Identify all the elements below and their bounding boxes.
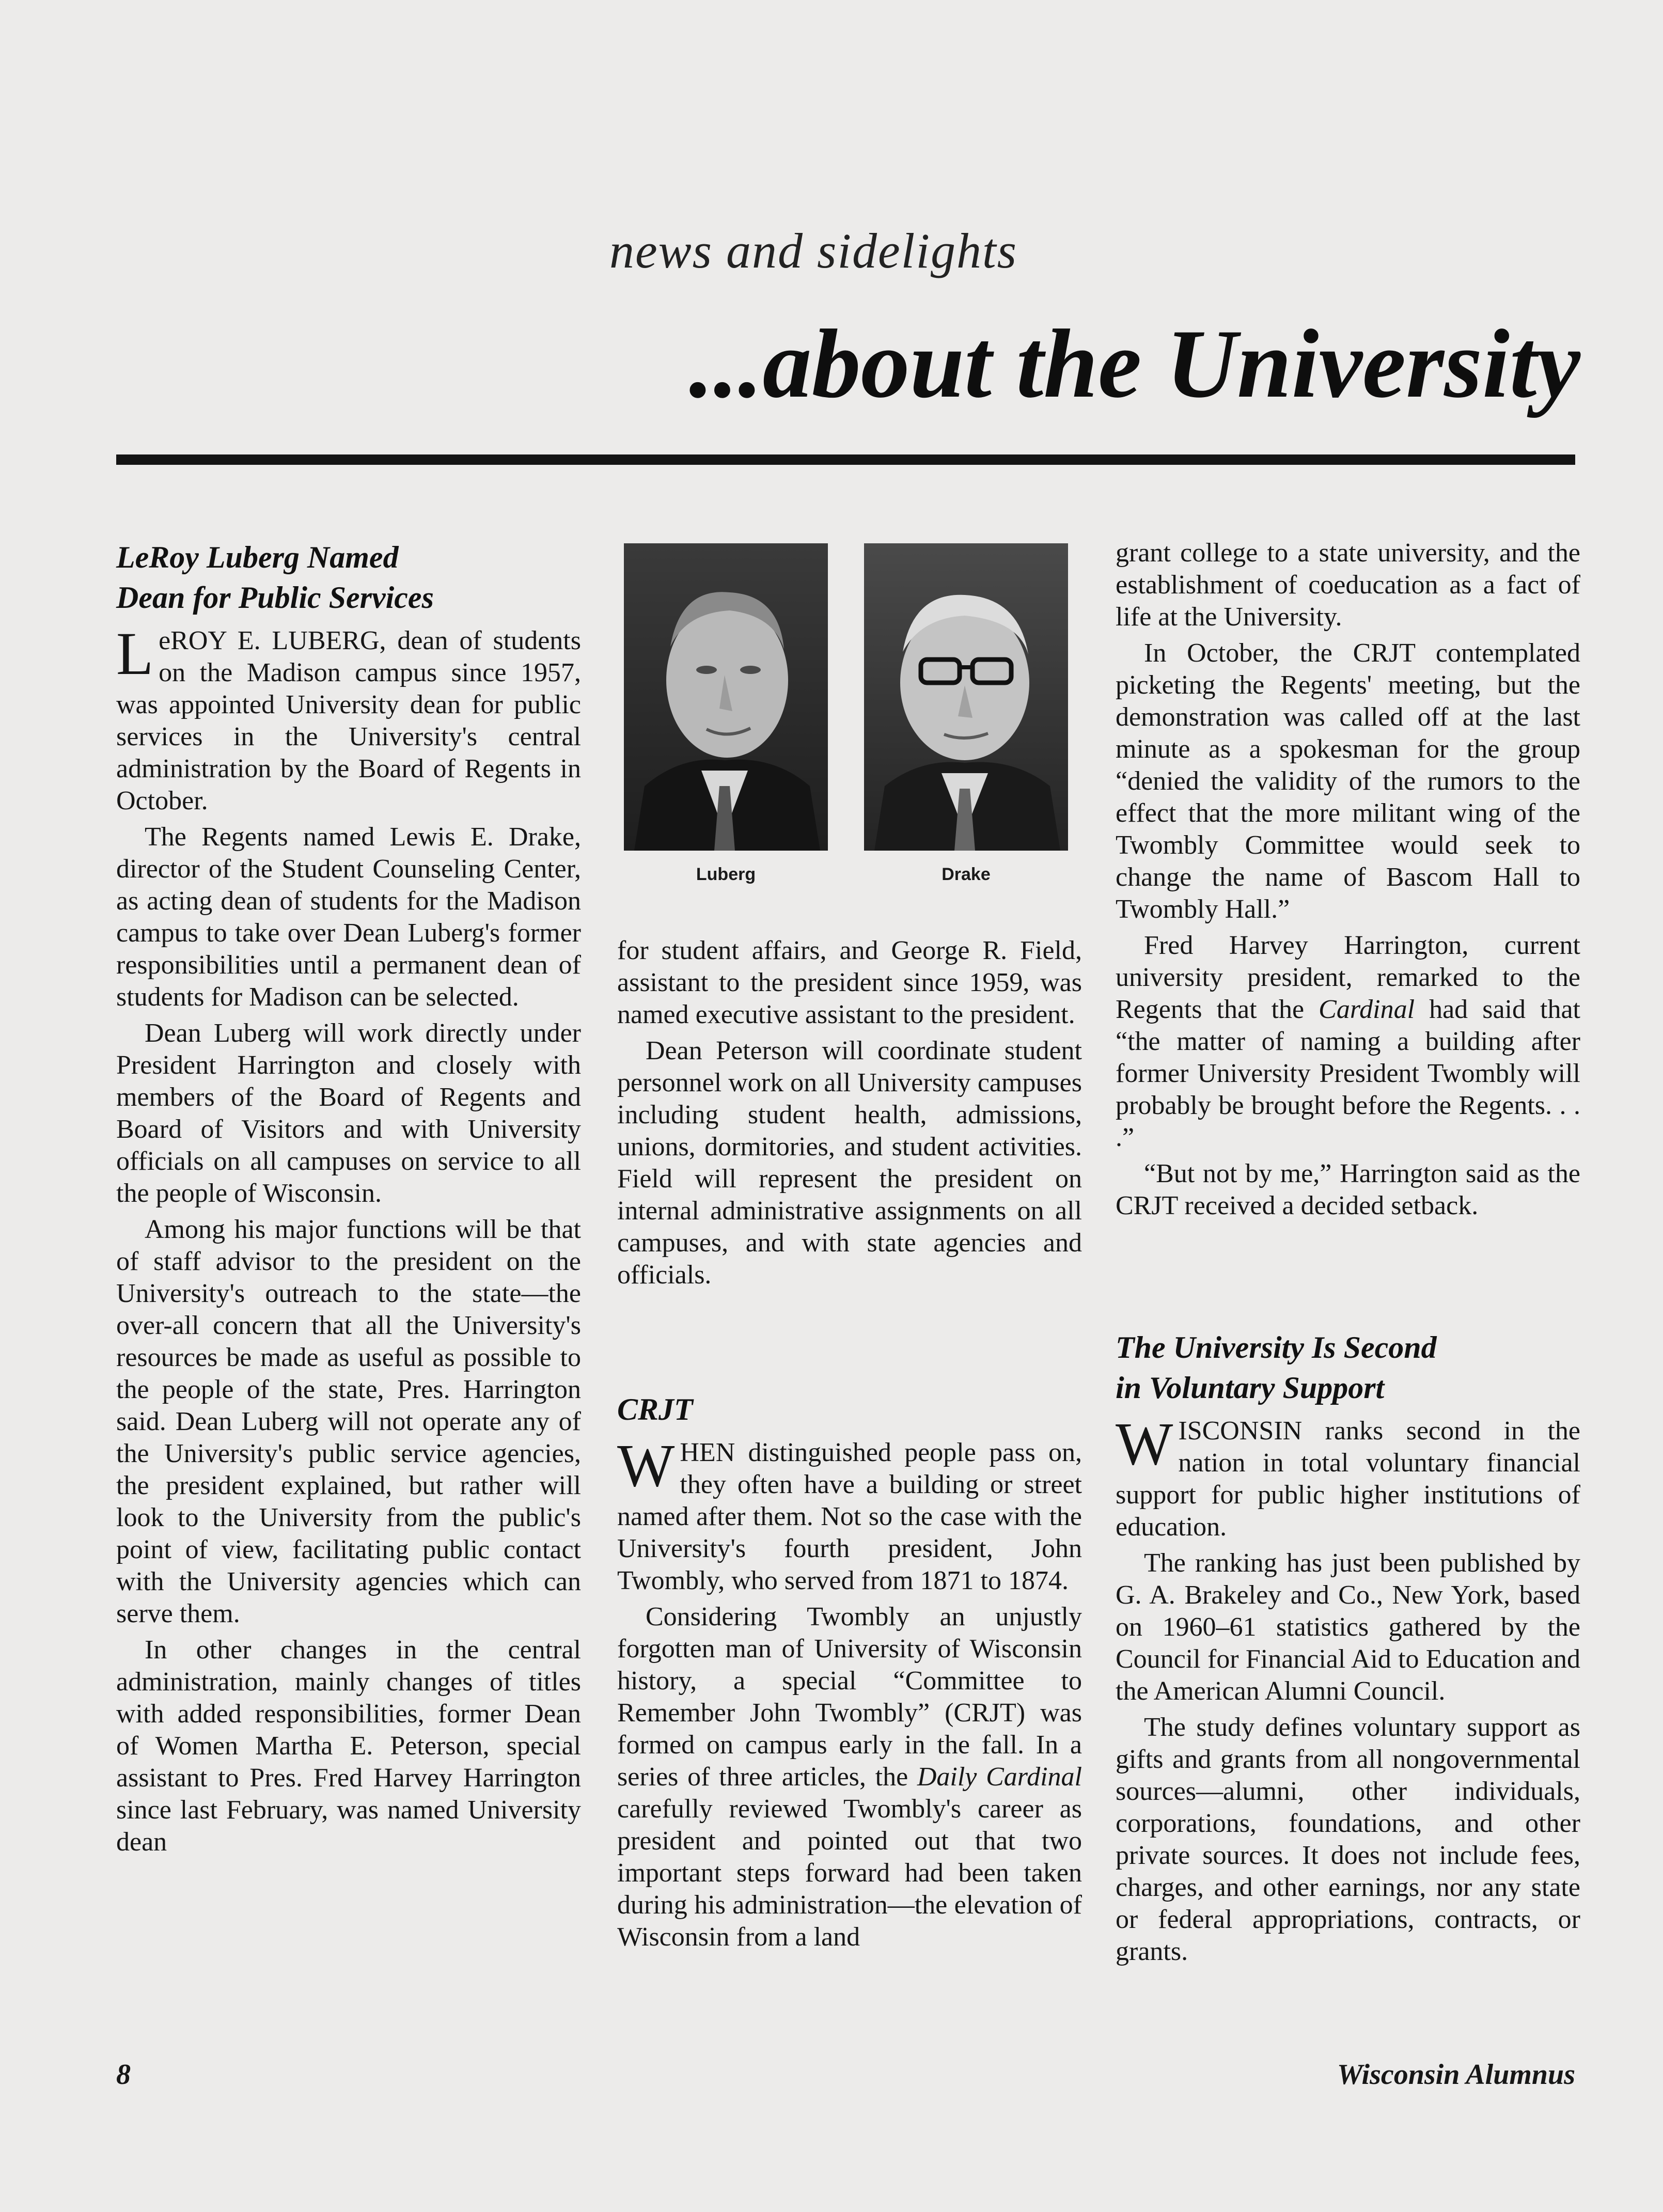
- support-paragraph-2: The ranking has just been published by G. A. Brakeley and Co., New York, based on 1960–61 statistics gathered by the Council for Financial Aid to Education and the American Alumni Council.: [1116, 1548, 1580, 1706]
- luberg-paragraph-1: LeROY E. LUBERG, dean of students on the Madison campus since 1957, was appointed University dean for public services in the University's central administration by the Board of Regents in October.: [116, 620, 581, 815]
- luberg-paragraph-3: Dean Luberg will work directly under President Harrington and closely with members of the Board of Regents and Board of Visitors and with University officials on all campuses on service to all the people of Wisconsin.: [116, 1018, 581, 1208]
- header-rule: [116, 454, 1575, 465]
- crjt-paragraph-3: grant college to a state university, and the establishment of coeducation as a fact of life at the University.: [1116, 538, 1580, 632]
- section-headline: ...about the University: [689, 310, 1580, 418]
- luberg-continued: [617, 935, 1082, 1295]
- support-paragraph-1: WISCONSIN ranks second in the nation in total voluntary financial support for public higher institutions of education.: [1116, 1410, 1580, 1542]
- crjt-paragraph-6: “But not by me,” Harrington said as the CRJT received a decided setback.: [1116, 1159, 1580, 1220]
- section-kicker: news and sidelights: [609, 223, 1018, 278]
- support-paragraph-3: The study defines voluntary support as gifts and grants from all nongovernmental sources—alumni, other individuals, corporations, foundations, and other private sources. It does not include fees, charges, and other earnings, nor any state or federal appropriations, contracts, or grants.: [1116, 1713, 1580, 1966]
- support-article-title: The University Is Second in Voluntary Support: [1116, 1330, 1437, 1405]
- support-article: [1116, 1327, 1580, 1972]
- luberg-paragraph-2: The Regents named Lewis E. Drake, director of the Student Counseling Center, as acting dean of students for the Madison campus to take over Dean Luberg's former responsibilities until a permanent dean of students for Madison can be selected.: [116, 822, 581, 1012]
- drake-portrait-photo: [864, 543, 1068, 851]
- portrait-photos: [624, 543, 1068, 884]
- crjt-paragraph-2: Considering Twombly an unjustly forgotten man of University of Wisconsin history, a special “Committee to Remember John Twombly” (CRJT) was formed on campus early in the fall. In a series of three articles, the Daily Cardinal carefully reviewed Twombly's career as president and pointed out that two important steps forward had been taken during his administration—the elevation of Wisconsin from a land: [617, 1602, 1082, 1952]
- luberg-paragraph-7: Dean Peterson will coordinate student personnel work on all University campuses including student health, admissions, unions, dormitories, and student activities. Field will represent the president on internal administrative assignments on all campuses, and with state agencies and officials.: [617, 1036, 1082, 1290]
- luberg-paragraph-4: Among his major functions will be that of staff advisor to the president on the University's outreach to the state—the over-all concern that all the University's resources be made as useful as possible to the people of the state, Pres. Harrington said. Dean Luberg will not operate any of the University's public service agencies, the president explained, but rather will look to the University from the public's point of view, facilitating public contact with the University agencies which can serve them.: [116, 1215, 581, 1628]
- luberg-photo-caption: Luberg: [696, 865, 756, 884]
- luberg-paragraph-5: In other changes in the central administration, mainly changes of titles with added responsibilities, former Dean of Women Martha E. Peterson, special assistant to Pres. Fred Harvey Harrington since last February, was named University dean: [116, 1635, 581, 1857]
- drake-photo-caption: Drake: [942, 865, 991, 884]
- dropcap-letter: W: [617, 1432, 675, 1499]
- crjt-paragraph-1: WHEN distinguished people pass on, they often have a building or street named after them. Not so the case with the University's fourth president, John Twombly, who served from 1871 to 1874.: [617, 1432, 1082, 1595]
- publication-title: Wisconsin Alumnus: [1337, 2059, 1575, 2091]
- crjt-paragraph-4: In October, the CRJT contemplated picketing the Regents' meeting, but the demonstration was called off at the last minute as a spokesman for the group “denied the validity of the rumors to the effect that the more militant wing of the Twombly Committee would seek to change the name of Bascom Hall to Twombly Hall.”: [1116, 638, 1580, 924]
- crjt-article-title: CRJT: [617, 1392, 693, 1426]
- luberg-paragraph-6: for student affairs, and George R. Field, assistant to the president since 1959, was named executive assistant to the president.: [617, 936, 1082, 1029]
- crjt-paragraph-5: Fred Harvey Harrington, current university president, remarked to the Regents that the Cardinal had said that “the matter of naming a building after former University President Twombly will probably be brought before the Regents. . . .”: [1116, 931, 1580, 1152]
- dropcap-letter: W: [1116, 1410, 1173, 1478]
- luberg-portrait-photo: [624, 543, 828, 851]
- luberg-article-title: LeRoy Luberg Named Dean for Public Services: [116, 540, 434, 615]
- column-3: [1116, 537, 1580, 1966]
- column-1: [116, 537, 581, 1862]
- page-number: 8: [116, 2059, 131, 2091]
- dropcap-letter: L: [116, 620, 154, 687]
- crjt-article: [617, 1389, 1082, 1957]
